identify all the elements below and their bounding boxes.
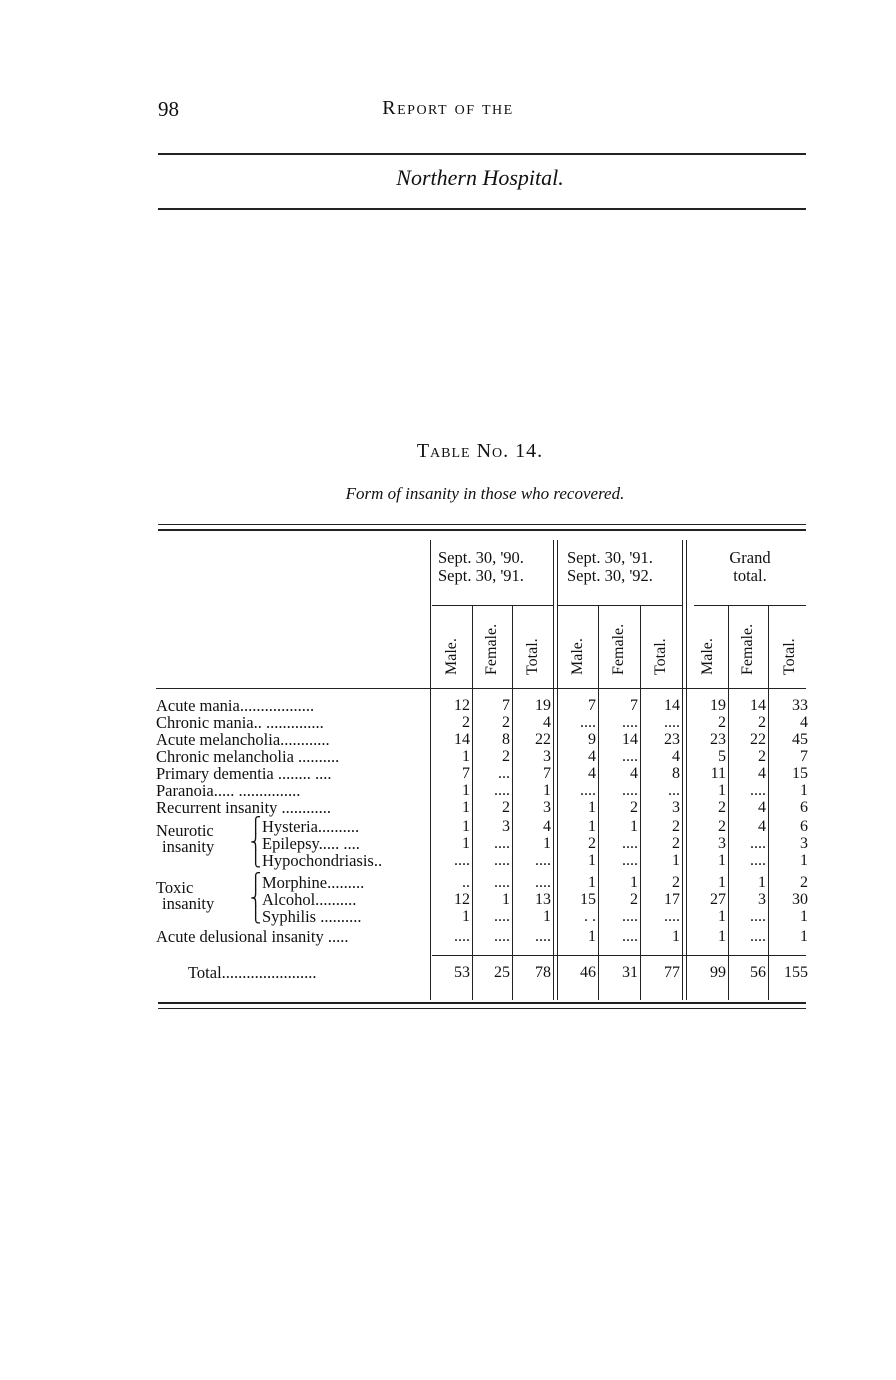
cell-row-9-male-3: 3 <box>718 835 726 852</box>
cell-row-7-female-2: 2 <box>630 799 638 816</box>
row-label-total: Total....................... <box>188 963 317 982</box>
table-rule-top-2 <box>158 529 806 531</box>
cell-row-6-female-1: .... <box>494 782 510 799</box>
cell-row-8-male-2: 1 <box>588 818 596 835</box>
cell-row-13-total-2: .... <box>664 908 680 925</box>
running-head: Report of the <box>382 97 514 119</box>
cell-row-6-male-2: .... <box>580 782 596 799</box>
cell-row-4-total-1: 3 <box>543 748 551 765</box>
cell-row-1-female-1: 7 <box>502 697 510 714</box>
cell-row-5-female-2: 4 <box>630 765 638 782</box>
cell-row-12-male-3: 27 <box>710 891 726 908</box>
group-header-1-line1: Sept. 30, '90. <box>438 548 524 567</box>
cell-row-7-male-1: 1 <box>462 799 470 816</box>
cell-row-7-male-2: 1 <box>588 799 596 816</box>
cell-row-7-total-1: 3 <box>543 799 551 816</box>
cell-row-14-male-3: 1 <box>718 928 726 945</box>
cell-row-11-female-1: .... <box>494 874 510 891</box>
cell-row-10-female-1: .... <box>494 852 510 869</box>
cell-row-14-female-2: .... <box>622 928 638 945</box>
cell-row-6-male-1: 1 <box>462 782 470 799</box>
col-rule <box>768 605 769 1000</box>
cell-row-1-male-1: 12 <box>454 697 470 714</box>
cell-row-3-female-2: 14 <box>622 731 638 748</box>
cell-row-12-total-1: 13 <box>535 891 551 908</box>
cell-row-11-total-3: 2 <box>800 874 808 891</box>
cell-row-2-male-3: 2 <box>718 714 726 731</box>
cell-row-8-female-3: 4 <box>758 818 766 835</box>
cell-row-1-male-2: 7 <box>588 697 596 714</box>
hospital-name: Northern Hospital. <box>396 165 564 190</box>
cell-row-13-female-2: .... <box>622 908 638 925</box>
cell-row-9-total-3: 3 <box>800 835 808 852</box>
cell-row-12-total-2: 17 <box>664 891 680 908</box>
cell-total-male-2: 46 <box>580 964 596 981</box>
cell-row-3-female-1: 8 <box>502 731 510 748</box>
cell-row-9-total-2: 2 <box>672 835 680 852</box>
cell-row-8-total-1: 4 <box>543 818 551 835</box>
cell-row-6-total-2: ... <box>668 782 680 799</box>
cell-row-8-female-1: 3 <box>502 818 510 835</box>
table-rule-bottom-1 <box>158 1002 806 1004</box>
cell-row-3-male-2: 9 <box>588 731 596 748</box>
cell-row-10-male-1: .... <box>454 852 470 869</box>
cell-row-10-male-2: 1 <box>588 852 596 869</box>
page-number: 98 <box>158 97 179 121</box>
header-bottom-rule <box>156 688 806 689</box>
cell-row-7-female-1: 2 <box>502 799 510 816</box>
cell-row-2-male-1: 2 <box>462 714 470 731</box>
cell-row-11-male-1: .. <box>462 874 470 891</box>
row-label-acute-melancholia: Acute melancholia............ <box>156 730 330 749</box>
row-label-morphine: Morphine......... <box>262 873 365 892</box>
cell-row-11-total-1: .... <box>535 874 551 891</box>
row-label-epilepsy: Epilepsy..... .... <box>262 834 360 853</box>
row-label-chronic-melancholia: Chronic melancholia .......... <box>156 747 340 766</box>
group-header-2-line2: Sept. 30, '92. <box>567 566 653 585</box>
group-2-underline <box>558 605 682 606</box>
group-header-1 <box>438 549 524 585</box>
cell-row-12-total-3: 30 <box>792 891 808 908</box>
cell-row-9-male-1: 1 <box>462 835 470 852</box>
col-rule <box>598 605 599 1000</box>
cell-row-2-total-2: .... <box>664 714 680 731</box>
group-header-3 <box>694 549 806 585</box>
cell-row-8-total-2: 2 <box>672 818 680 835</box>
cell-total-total-3: 155 <box>784 964 808 981</box>
cell-row-1-female-2: 7 <box>630 697 638 714</box>
group-3-underline <box>694 605 806 606</box>
cell-row-4-male-2: 4 <box>588 748 596 765</box>
cell-row-13-male-1: 1 <box>462 908 470 925</box>
cell-row-10-total-2: 1 <box>672 852 680 869</box>
cell-row-3-male-1: 14 <box>454 731 470 748</box>
cell-row-2-total-1: 4 <box>543 714 551 731</box>
cell-row-5-total-3: 15 <box>792 765 808 782</box>
group-label-neurotic: Neurotic insanity <box>156 821 215 856</box>
cell-row-4-female-1: 2 <box>502 748 510 765</box>
cell-row-9-female-1: .... <box>494 835 510 852</box>
col-rule-label <box>430 540 431 1000</box>
table-rule-top-1 <box>158 524 806 525</box>
col-rule-group-2b <box>686 540 687 1000</box>
cell-row-14-total-3: 1 <box>800 928 808 945</box>
cell-row-7-total-2: 3 <box>672 799 680 816</box>
cell-row-11-female-3: 1 <box>758 874 766 891</box>
cell-total-female-3: 56 <box>750 964 766 981</box>
cell-row-2-female-3: 2 <box>758 714 766 731</box>
cell-row-14-male-1: .... <box>454 928 470 945</box>
cell-row-6-female-2: .... <box>622 782 638 799</box>
cell-row-2-male-2: .... <box>580 714 596 731</box>
cell-row-11-male-2: 1 <box>588 874 596 891</box>
group-header-3-line1: Grand <box>729 548 771 567</box>
cell-row-4-male-1: 1 <box>462 748 470 765</box>
cell-row-14-male-2: 1 <box>588 928 596 945</box>
cell-row-7-male-3: 2 <box>718 799 726 816</box>
brace-toxic: ⎧ ⎨ ⎩ <box>250 874 262 924</box>
group-1-underline <box>432 605 554 606</box>
cell-row-3-total-1: 22 <box>535 731 551 748</box>
cell-row-12-male-1: 12 <box>454 891 470 908</box>
cell-row-10-total-1: .... <box>535 852 551 869</box>
cell-row-10-male-3: 1 <box>718 852 726 869</box>
cell-total-total-1: 78 <box>535 964 551 981</box>
row-label-primary-dementia: Primary dementia ........ .... <box>156 764 332 783</box>
cell-row-1-total-1: 19 <box>535 697 551 714</box>
cell-row-8-male-1: 1 <box>462 818 470 835</box>
cell-row-1-female-3: 14 <box>750 697 766 714</box>
cell-row-6-female-3: .... <box>750 782 766 799</box>
group-header-1-line2: Sept. 30, '91. <box>438 566 524 585</box>
cell-row-12-female-1: 1 <box>502 891 510 908</box>
cell-row-14-female-1: .... <box>494 928 510 945</box>
cell-row-1-male-3: 19 <box>710 697 726 714</box>
cell-row-5-total-2: 8 <box>672 765 680 782</box>
cell-row-11-total-2: 2 <box>672 874 680 891</box>
header-rule-bottom <box>158 208 806 210</box>
cell-row-3-male-3: 23 <box>710 731 726 748</box>
cell-row-12-male-2: 15 <box>580 891 596 908</box>
cell-row-13-male-3: 1 <box>718 908 726 925</box>
cell-row-1-total-3: 33 <box>792 697 808 714</box>
cell-row-14-total-1: .... <box>535 928 551 945</box>
cell-row-4-female-3: 2 <box>758 748 766 765</box>
col-rule-group-1 <box>553 540 554 1000</box>
cell-row-3-female-3: 22 <box>750 731 766 748</box>
cell-row-10-female-3: .... <box>750 852 766 869</box>
cell-row-9-total-1: 1 <box>543 835 551 852</box>
cell-row-8-female-2: 1 <box>630 818 638 835</box>
cell-row-4-female-2: .... <box>622 748 638 765</box>
cell-row-6-male-3: 1 <box>718 782 726 799</box>
cell-row-3-total-3: 45 <box>792 731 808 748</box>
cell-row-4-male-3: 5 <box>718 748 726 765</box>
cell-total-male-1: 53 <box>454 964 470 981</box>
cell-row-11-male-3: 1 <box>718 874 726 891</box>
cell-row-8-male-3: 2 <box>718 818 726 835</box>
cell-row-2-total-3: 4 <box>800 714 808 731</box>
cell-row-13-female-3: .... <box>750 908 766 925</box>
cell-row-10-total-3: 1 <box>800 852 808 869</box>
cell-row-9-male-2: 2 <box>588 835 596 852</box>
table-title: Table No. 14. <box>416 440 544 462</box>
row-label-paranoia: Paranoia..... ............... <box>156 781 301 800</box>
cell-row-1-total-2: 14 <box>664 697 680 714</box>
row-label-hysteria: Hysteria.......... <box>262 817 360 836</box>
cell-row-7-total-3: 6 <box>800 799 808 816</box>
group-header-2-line1: Sept. 30, '91. <box>567 548 653 567</box>
col-rule <box>640 605 641 1000</box>
table-subtitle: Form of insanity in those who recovered. <box>345 484 625 503</box>
cell-row-5-total-1: 7 <box>543 765 551 782</box>
cell-row-5-female-1: ... <box>498 765 510 782</box>
cell-row-8-total-3: 6 <box>800 818 808 835</box>
row-label-acute-mania: Acute mania.................. <box>156 696 315 715</box>
row-label-recurrent-insanity: Recurrent insanity ............ <box>156 798 332 817</box>
cell-row-13-female-1: .... <box>494 908 510 925</box>
row-label-chronic-mania: Chronic mania.. .............. <box>156 713 324 732</box>
cell-row-4-total-2: 4 <box>672 748 680 765</box>
cell-row-2-female-2: .... <box>622 714 638 731</box>
group-header-2 <box>567 549 653 585</box>
cell-total-male-3: 99 <box>710 964 726 981</box>
cell-row-12-female-3: 3 <box>758 891 766 908</box>
total-rule <box>432 955 806 956</box>
cell-row-6-total-3: 1 <box>800 782 808 799</box>
cell-row-5-male-1: 7 <box>462 765 470 782</box>
cell-row-4-total-3: 7 <box>800 748 808 765</box>
group-header-3-line2: total. <box>733 566 767 585</box>
cell-row-7-female-3: 4 <box>758 799 766 816</box>
cell-row-9-female-2: .... <box>622 835 638 852</box>
cell-row-11-female-2: 1 <box>630 874 638 891</box>
cell-row-13-male-2: . . <box>584 908 596 925</box>
row-label-acute-delusional: Acute delusional insanity ..... <box>156 927 349 946</box>
cell-total-female-2: 31 <box>622 964 638 981</box>
cell-total-total-2: 77 <box>664 964 680 981</box>
cell-row-12-female-2: 2 <box>630 891 638 908</box>
cell-total-female-1: 25 <box>494 964 510 981</box>
cell-row-6-total-1: 1 <box>543 782 551 799</box>
cell-row-13-total-3: 1 <box>800 908 808 925</box>
cell-row-13-total-1: 1 <box>543 908 551 925</box>
cell-row-5-male-2: 4 <box>588 765 596 782</box>
col-rule-group-2 <box>682 540 683 1000</box>
cell-row-10-female-2: .... <box>622 852 638 869</box>
header-rule-top <box>158 153 806 155</box>
cell-row-3-total-2: 23 <box>664 731 680 748</box>
cell-row-9-female-3: .... <box>750 835 766 852</box>
brace-neurotic: ⎧ ⎨ ⎩ <box>250 818 262 868</box>
cell-row-14-female-3: .... <box>750 928 766 945</box>
group-label-toxic: Toxic insanity <box>156 878 215 913</box>
row-label-alcohol: Alcohol.......... <box>262 890 357 909</box>
row-label-syphilis: Syphilis .......... <box>262 907 362 926</box>
cell-row-2-female-1: 2 <box>502 714 510 731</box>
cell-row-14-total-2: 1 <box>672 928 680 945</box>
cell-row-5-female-3: 4 <box>758 765 766 782</box>
cell-row-5-male-3: 11 <box>710 765 726 782</box>
row-label-hypochondriasis: Hypochondriasis.. <box>262 851 383 870</box>
table-rule-bottom-2 <box>158 1008 806 1009</box>
